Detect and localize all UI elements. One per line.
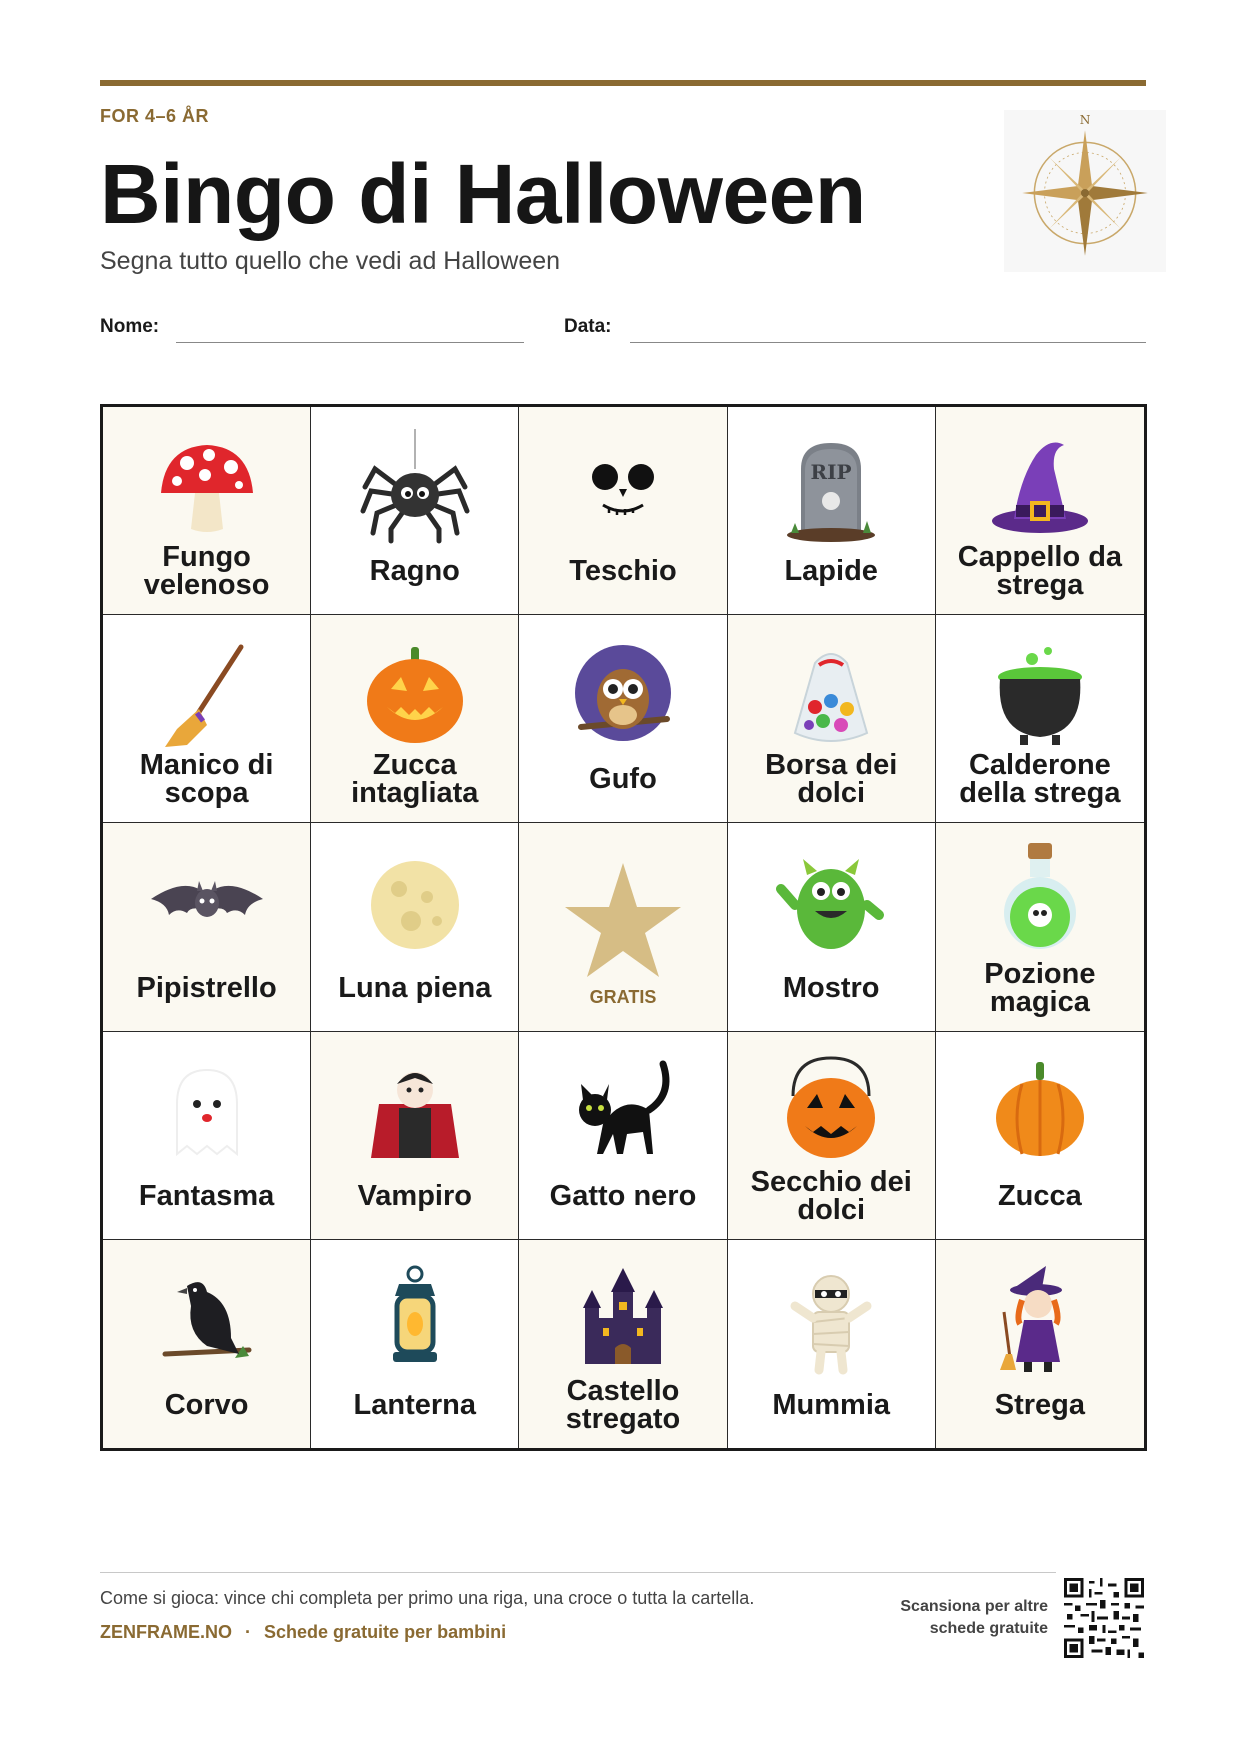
bingo-cell-fantasma[interactable] (103, 1032, 311, 1240)
ghost-icon (147, 1054, 267, 1174)
age-label: FOR 4–6 ÅR (100, 106, 210, 126)
name-label: Nome: (100, 316, 160, 337)
cauldron-icon (980, 637, 1100, 757)
cell-label: Pozione magica (984, 957, 1096, 1018)
witch-hat-icon (980, 429, 1100, 549)
bingo-cell-gatto-nero[interactable] (519, 1032, 727, 1240)
lantern-icon (355, 1262, 475, 1382)
cell-label: Strega (994, 1388, 1086, 1421)
bingo-cell-zucca-intagliata[interactable] (311, 615, 519, 823)
bingo-cell-secchio-dei-dolci[interactable] (728, 1032, 936, 1240)
cell-label: Zucca (997, 1179, 1082, 1212)
bingo-cell-free[interactable] (519, 823, 727, 1031)
cell-label: Lapide (784, 555, 878, 588)
cell-label: Corvo (164, 1388, 249, 1421)
candy-bag-icon (771, 637, 891, 757)
cell-label: Lanterna (353, 1388, 477, 1421)
candy-bucket-icon (771, 1046, 891, 1166)
cell-label: Luna piena (338, 971, 492, 1004)
scan-text (860, 1596, 1048, 1640)
brand-line (100, 1622, 506, 1643)
vampire-icon (355, 1054, 475, 1174)
mummy-icon (771, 1262, 891, 1382)
cell-label: Gufo (589, 763, 657, 796)
crow-icon (147, 1262, 267, 1382)
bingo-cell-pozione-magica[interactable] (936, 823, 1144, 1031)
owl-icon (563, 637, 683, 757)
tombstone-text: RIP (810, 460, 852, 484)
spider-icon (355, 429, 475, 549)
bingo-cell-strega[interactable] (936, 1240, 1144, 1448)
bingo-cell-lapide[interactable] (728, 407, 936, 615)
cell-label: Ragno (369, 555, 460, 588)
bingo-cell-cappello-da-strega[interactable] (936, 407, 1144, 615)
cell-label: Mummia (772, 1388, 891, 1421)
star-icon (563, 861, 683, 981)
potion-icon (980, 837, 1100, 957)
bingo-cell-vampiro[interactable] (311, 1032, 519, 1240)
page-subtitle: Segna tutto quello che vedi ad Halloween (100, 247, 561, 275)
bingo-cell-zucca[interactable] (936, 1032, 1144, 1240)
full-moon-icon (355, 845, 475, 965)
bingo-cell-borsa-dei-dolci[interactable] (728, 615, 936, 823)
bingo-grid (100, 404, 1147, 1451)
skull-icon (563, 429, 683, 549)
bingo-cell-luna-piena[interactable] (311, 823, 519, 1031)
compass-icon (1004, 110, 1166, 272)
footer-rule (100, 1572, 1056, 1573)
bingo-cell-fungo-velenoso[interactable] (103, 407, 311, 615)
bingo-cell-corvo[interactable] (103, 1240, 311, 1448)
scan-text-line2: schede gratuite (929, 1620, 1048, 1637)
cell-label: Manico di scopa (139, 749, 274, 810)
witch-icon (980, 1262, 1100, 1382)
how-to-play-text: Come si gioca: vince chi completa per primo una riga, una croce o tutta la cartella. (100, 1588, 755, 1608)
cell-label: Borsa dei dolci (765, 749, 898, 810)
cell-label: Gatto nero (549, 1179, 697, 1212)
bingo-cell-calderone-della-strega[interactable] (936, 615, 1144, 823)
page-title: Bingo di Halloween (100, 147, 866, 241)
bingo-cell-pipistrello[interactable] (103, 823, 311, 1031)
cell-label: Calderone della strega (959, 749, 1121, 810)
haunted-castle-icon (563, 1262, 683, 1382)
bingo-cell-gufo[interactable] (519, 615, 727, 823)
cell-label: Secchio dei dolci (750, 1165, 912, 1226)
pumpkin-icon (980, 1054, 1100, 1174)
cell-label: Teschio (569, 555, 677, 588)
cell-label: Fantasma (138, 1179, 275, 1212)
mushroom-icon (147, 429, 267, 549)
date-field[interactable] (630, 342, 1146, 343)
cell-label: Cappello da strega (957, 541, 1123, 602)
cell-label: Vampiro (357, 1179, 472, 1212)
cell-label: Mostro (782, 971, 880, 1004)
date-label: Data: (564, 316, 612, 337)
name-field[interactable] (176, 342, 524, 343)
top-rule (100, 80, 1146, 86)
cell-label: Fungo velenoso (143, 541, 270, 602)
broom-icon (147, 637, 267, 757)
bingo-cell-castello-stregato[interactable] (519, 1240, 727, 1448)
scan-text-line1: Scansiona per altre (900, 1598, 1048, 1615)
bingo-cell-mummia[interactable] (728, 1240, 936, 1448)
bingo-cell-lanterna[interactable] (311, 1240, 519, 1448)
tombstone-icon (771, 429, 891, 549)
bat-icon (147, 845, 267, 965)
brand-link[interactable]: ZENFRAME.NO (100, 1622, 232, 1642)
cell-label: Zucca intagliata (351, 749, 479, 810)
cell-label: Pipistrello (136, 971, 277, 1004)
bingo-cell-teschio[interactable] (519, 407, 727, 615)
brand-tagline: Schede gratuite per bambini (264, 1622, 507, 1642)
monster-icon (771, 845, 891, 965)
compass-letter: N (1079, 113, 1091, 128)
bingo-cell-manico-di-scopa[interactable] (103, 615, 311, 823)
qr-code-icon[interactable] (1064, 1578, 1144, 1658)
brand-separator: · (245, 1622, 252, 1642)
free-label: GRATIS (589, 986, 657, 1007)
jack-o-lantern-icon (355, 637, 475, 757)
bingo-cell-ragno[interactable] (311, 407, 519, 615)
black-cat-icon (563, 1054, 683, 1174)
bingo-cell-mostro[interactable] (728, 823, 936, 1031)
cell-label: Castello stregato (565, 1374, 681, 1435)
